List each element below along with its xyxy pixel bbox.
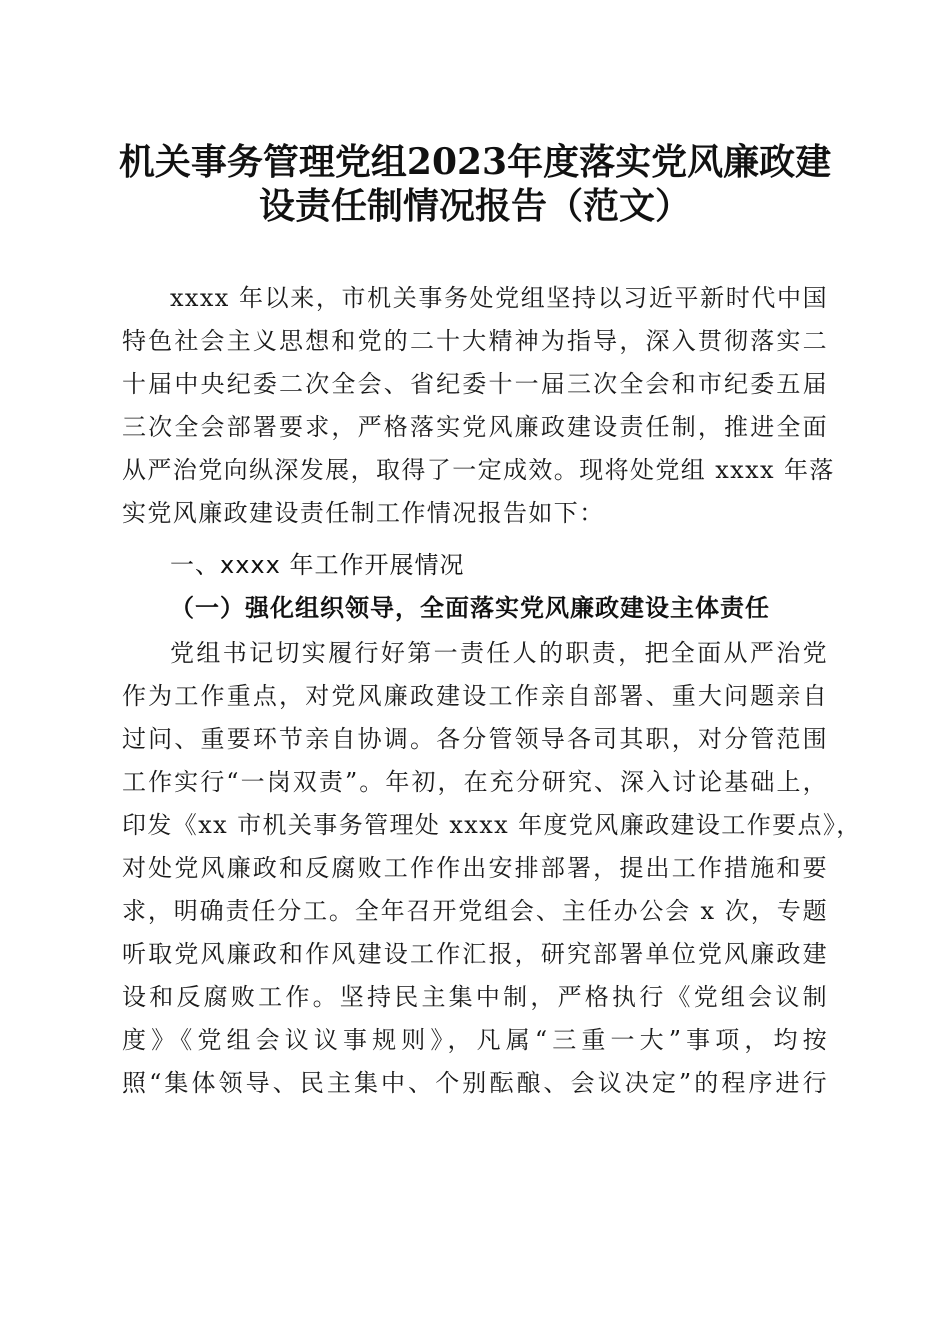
body-line: 求，明确责任分工。全年召开党组会、主任办公会 x 次，专题 xyxy=(122,897,828,925)
body-line: 工作实行“一岗双责”。年初，在充分研究、深入讨论基础上， xyxy=(122,768,828,796)
body-line: 党组书记切实履行好第一责任人的职责，把全面从严治党 xyxy=(170,639,828,667)
intro-line: 十届中央纪委二次全会、省纪委十一届三次全会和市纪委五届 xyxy=(122,370,828,398)
section-heading: 一、xxxx 年工作开展情况 xyxy=(170,551,465,579)
body-line: 作为工作重点，对党风廉政建设工作亲自部署、重大问题亲自 xyxy=(122,682,828,710)
body-line: 听取党风廉政和作风建设工作汇报，研究部署单位党风廉政建 xyxy=(122,940,828,968)
intro-line: xxxx 年以来，市机关事务处党组坚持以习近平新时代中国 xyxy=(170,284,828,312)
document-title-line-1: 机关事务管理党组2023年度落实党风廉政建 xyxy=(118,141,832,183)
body-line: 对处党风廉政和反腐败工作作出安排部署，提出工作措施和要 xyxy=(122,854,828,882)
intro-line: 实党风廉政建设责任制工作情况报告如下： xyxy=(122,499,605,527)
body-line: 设和反腐败工作。坚持民主集中制，严格执行《党组会议制 xyxy=(122,983,828,1011)
body-line: 过问、重要环节亲自协调。各分管领导各司其职，对分管范围 xyxy=(122,725,828,753)
subsection-heading: （一）强化组织领导，全面落实党风廉政建设主体责任 xyxy=(170,593,770,622)
body-line: 印发《xx 市机关事务管理处 xxxx 年度党风廉政建设工作要点》， xyxy=(122,811,862,839)
body-line: 度》《党组会议议事规则》，凡属“三重一大”事项，均按 xyxy=(122,1026,828,1054)
intro-line: 特色社会主义思想和党的二十大精神为指导，深入贯彻落实二 xyxy=(122,327,828,355)
intro-line: 三次全会部署要求，严格落实党风廉政建设责任制，推进全面 xyxy=(122,413,828,441)
body-line: 照“集体领导、民主集中、个别酝酿、会议决定”的程序进行 xyxy=(122,1069,828,1097)
intro-line: 从严治党向纵深发展，取得了一定成效。现将处党组 xxxx 年落 xyxy=(122,456,835,484)
document-title-line-2: 设责任制情况报告（范文） xyxy=(258,185,691,227)
